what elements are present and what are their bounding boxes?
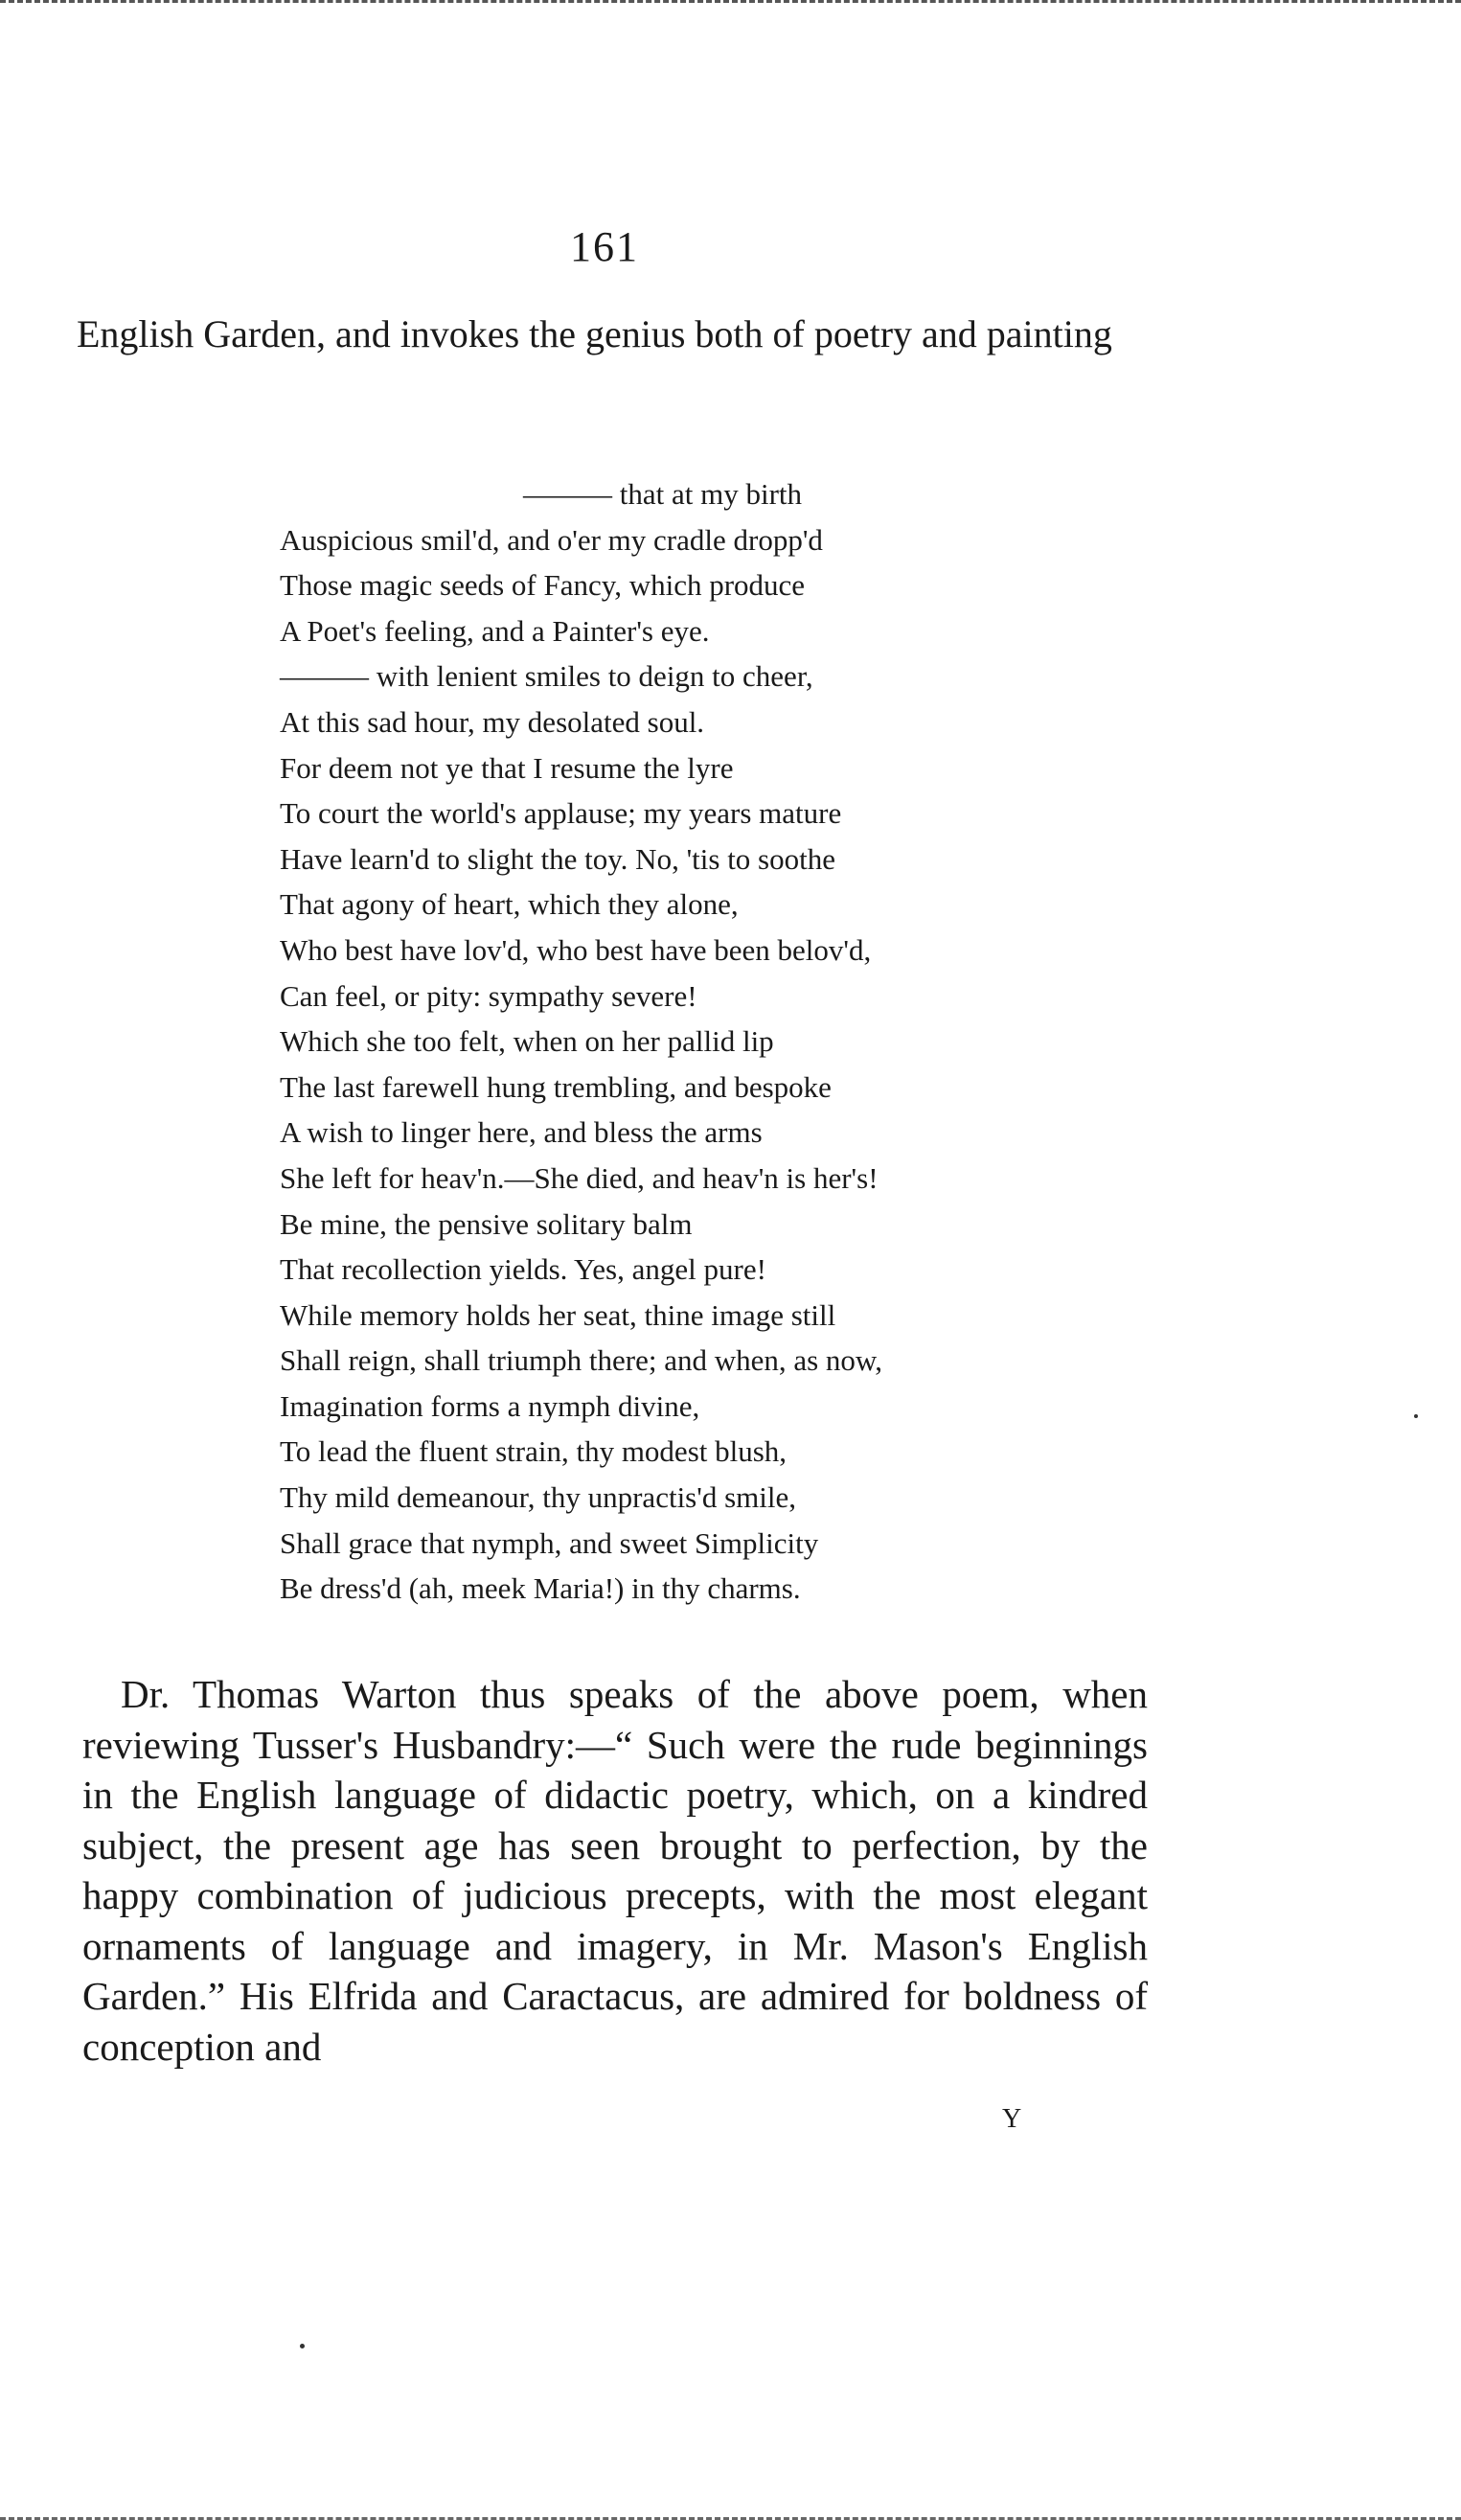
poem-line: Shall grace that nymph, and sweet Simplicity	[280, 1525, 819, 1560]
poem-line: She left for heav'n.—She died, and heav'n is her's!	[280, 1160, 879, 1195]
ink-speck	[1414, 1414, 1418, 1418]
scan-edge-bottom	[0, 2509, 1461, 2520]
poem-line: Imagination forms a nymph divine,	[280, 1388, 700, 1423]
poem-line: Those magic seeds of Fancy, which produce	[280, 568, 806, 603]
scan-edge-top	[0, 0, 1461, 13]
poem-line: Thy mild demeanour, thy unpractis'd smile,	[280, 1480, 796, 1515]
poem-line: Have learn'd to slight the toy. No, 'tis to soothe	[280, 841, 835, 876]
ink-speck	[300, 2344, 305, 2348]
poem-line: Be mine, the pensive solitary balm	[280, 1206, 693, 1241]
body-paragraph: Dr. Thomas Warton thus speaks of the above poem, when reviewing Tusser's Husbandry:—“ Such were the rude beginnings in the English language of didactic poetry, which, on a kindred subject, the present age has seen brought to perfection, by the happy combination of judicious precepts, with the most elegant ornaments of language and imagery, in Mr. Mason's English Garden.” His Elfrida and Caractacus, are admired for boldness of conception and	[82, 1672, 1148, 2069]
poem-line: That agony of heart, which they alone,	[280, 887, 739, 922]
poem-line: While memory holds her seat, thine image still	[280, 1297, 836, 1332]
poem-line: Shall reign, shall triumph there; and when, as now,	[280, 1343, 883, 1378]
poem-quotation	[280, 471, 1142, 1612]
poem-line: For deem not ye that I resume the lyre	[280, 750, 734, 785]
signature-mark: Y	[1002, 2104, 1022, 2134]
poem-line: A Poet's feeling, and a Painter's eye.	[280, 613, 710, 648]
intro-text: English Garden, and invokes the genius both of poetry and painting	[77, 312, 1112, 355]
poem-line: That recollection yields. Yes, angel pure!	[280, 1252, 766, 1287]
poem-line: Who best have lov'd, who best have been belov'd,	[280, 932, 872, 967]
poem-line: To lead the fluent strain, thy modest blush,	[280, 1434, 788, 1469]
page-number: 161	[570, 223, 639, 270]
poem-line: At this sad hour, my desolated soul.	[280, 704, 705, 739]
poem-line: To court the world's applause; my years mature	[280, 796, 842, 831]
poem-line: Be dress'd (ah, meek Maria!) in thy charms.	[280, 1571, 801, 1606]
poem-line: Auspicious smil'd, and o'er my cradle dropp'd	[280, 522, 823, 557]
poem-line: ——— with lenient smiles to deign to cheer,	[280, 659, 813, 694]
poem-line: The last farewell hung trembling, and bespoke	[280, 1069, 832, 1104]
poem-line: Can feel, or pity: sympathy severe!	[280, 978, 697, 1013]
poem-line: A wish to linger here, and bless the arms	[280, 1115, 763, 1150]
poem-line: ——— that at my birth	[523, 477, 803, 511]
poem-line: Which she too felt, when on her pallid lip	[280, 1024, 774, 1059]
